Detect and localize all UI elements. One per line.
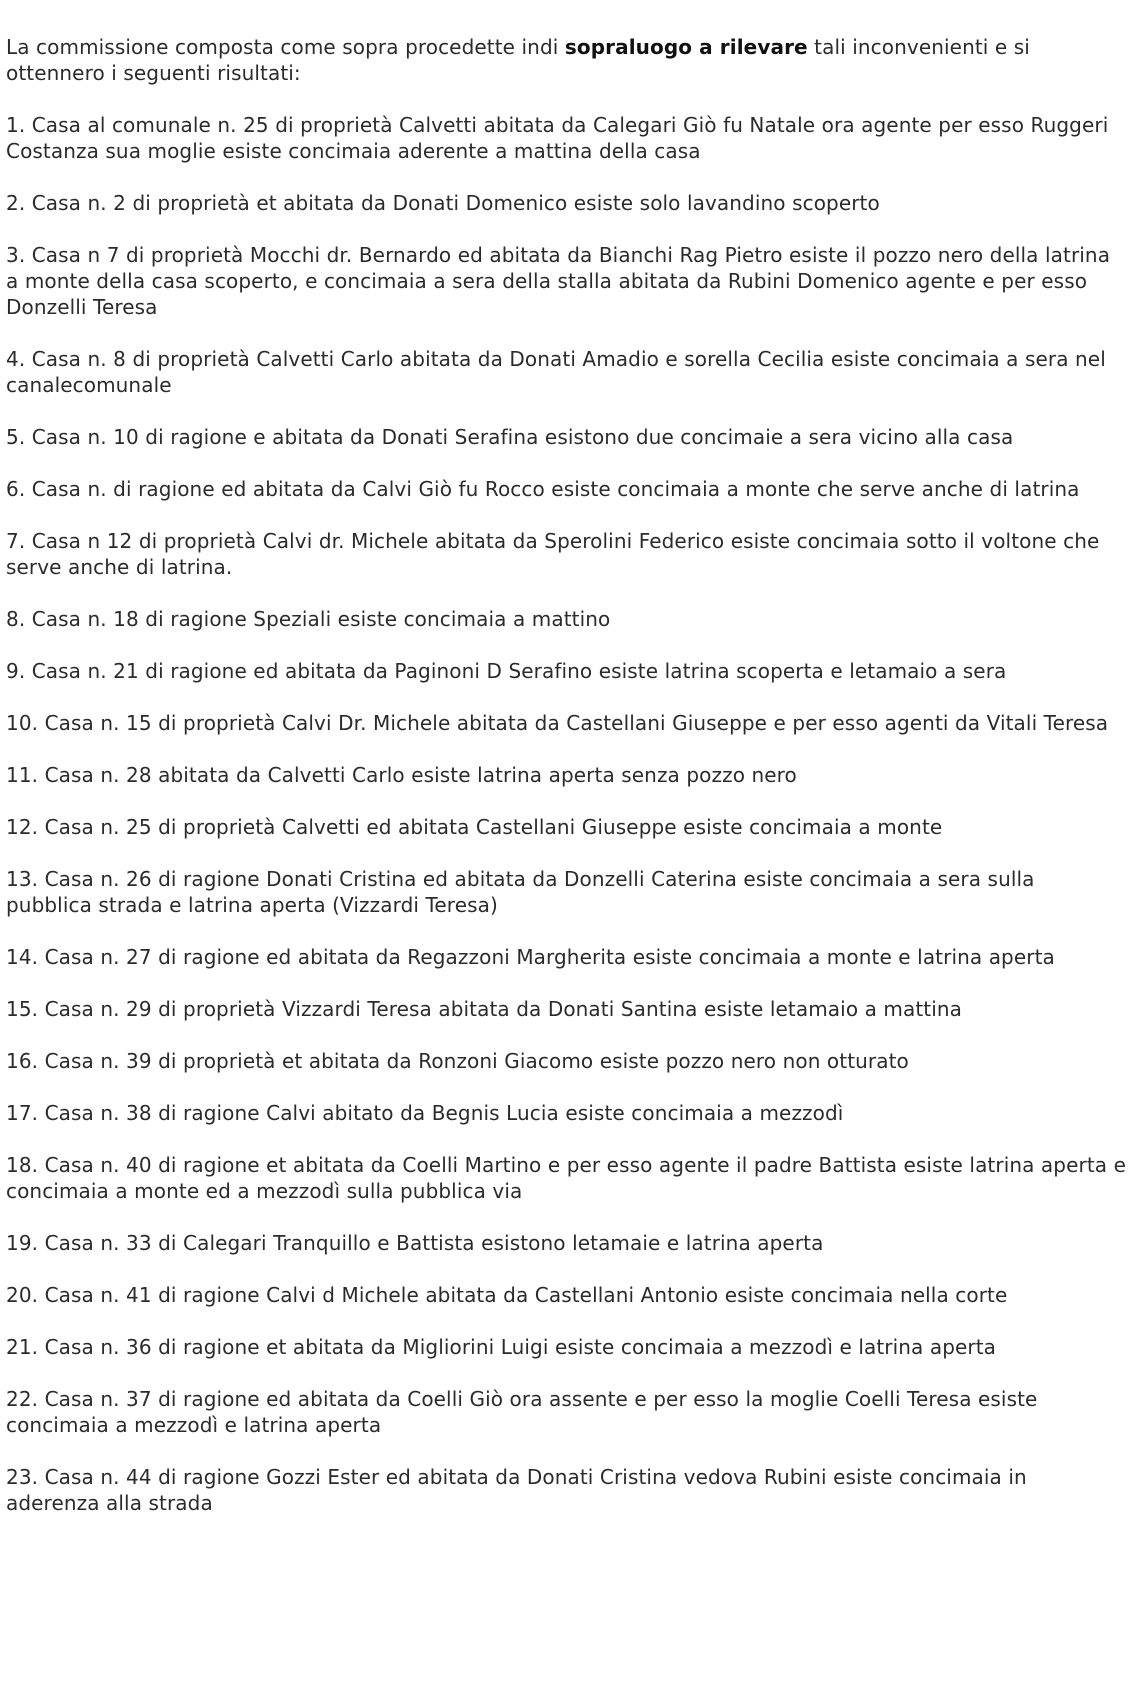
list-item: 11. Casa n. 28 abitata da Calvetti Carlo esiste latrina aperta senza pozzo nero: [6, 763, 797, 787]
list-item: 16. Casa n. 39 di proprietà et abitata da Ronzoni Giacomo esiste pozzo nero non otturato: [6, 1049, 909, 1073]
list-item: 21. Casa n. 36 di ragione et abitata da Migliorini Luigi esiste concimaia a mezzodì e latrina aperta: [6, 1335, 997, 1359]
list-item: 1. Casa al comunale n. 25 di proprietà Calvetti abitata da Calegari Giò fu Natale ora agente per esso Ruggeri Costanza sua moglie esiste concimaia aderente a mattina della casa: [6, 113, 1109, 163]
list-item: 13. Casa n. 26 di ragione Donati Cristina ed abitata da Donzelli Caterina esiste concimaia a sera sulla pubblica strada e latrina aperta (Vizzardi Teresa): [6, 867, 1035, 917]
document-page: [6, 34, 1126, 1542]
list-item: 19. Casa n. 33 di Calegari Tranquillo e Battista esistono letamaie e latrina aperta: [6, 1231, 824, 1255]
intro-bold-phrase: sopraluogo a rilevare: [564, 35, 808, 59]
list-item: 5. Casa n. 10 di ragione e abitata da Donati Serafina esistono due concimaie a sera vicino alla casa: [6, 425, 1014, 449]
list-item: 15. Casa n. 29 di proprietà Vizzardi Teresa abitata da Donati Santina esiste letamaio a mattina: [6, 997, 963, 1021]
list-item: 7. Casa n 12 di proprietà Calvi dr. Michele abitata da Sperolini Federico esiste concimaia sotto il voltone che serve anche di latrina.: [6, 529, 1100, 579]
intro-paragraph: [6, 34, 1126, 86]
list-item: 2. Casa n. 2 di proprietà et abitata da Donati Domenico esiste solo lavandino scoperto: [6, 191, 880, 215]
list-item: 10. Casa n. 15 di proprietà Calvi Dr. Michele abitata da Castellani Giuseppe e per esso agenti da Vitali Teresa: [6, 711, 1109, 735]
list-item: 9. Casa n. 21 di ragione ed abitata da Paginoni D Serafino esiste latrina scoperta e letamaio a sera: [6, 659, 1007, 683]
list-item: 12. Casa n. 25 di proprietà Calvetti ed abitata Castellani Giuseppe esiste concimaia a monte: [6, 815, 943, 839]
list-item: 17. Casa n. 38 di ragione Calvi abitato da Begnis Lucia esiste concimaia a mezzodì: [6, 1101, 844, 1125]
list-item: 22. Casa n. 37 di ragione ed abitata da Coelli Giò ora assente e per esso la moglie Coelli Teresa esiste concimaia a mezzodì e latrina aperta: [6, 1387, 1038, 1437]
intro-text-end: tali inconvenienti e si ottennero i seguenti risultati:: [6, 35, 1030, 85]
list-item: 3. Casa n 7 di proprietà Mocchi dr. Bernardo ed abitata da Bianchi Rag Pietro esiste il pozzo nero della latrina a monte della casa scoperto, e concimaia a sera della stalla abitata da Rubini Domenico agente e per esso Donzelli Teresa: [6, 243, 1111, 319]
list-item: 23. Casa n. 44 di ragione Gozzi Ester ed abitata da Donati Cristina vedova Rubini esiste concimaia in aderenza alla strada: [6, 1465, 1027, 1515]
list-item: 8. Casa n. 18 di ragione Speziali esiste concimaia a mattino: [6, 607, 611, 631]
list-item: 20. Casa n. 41 di ragione Calvi d Michele abitata da Castellani Antonio esiste concimaia nella corte: [6, 1283, 1008, 1307]
list-item: 6. Casa n. di ragione ed abitata da Calvi Giò fu Rocco esiste concimaia a monte che serve anche di latrina: [6, 477, 1080, 501]
list-item: 4. Casa n. 8 di proprietà Calvetti Carlo abitata da Donati Amadio e sorella Cecilia esiste concimaia a sera nel canalecomunale: [6, 347, 1106, 397]
list-item: 18. Casa n. 40 di ragione et abitata da Coelli Martino e per esso agente il padre Battista esiste latrina aperta e concimaia a monte ed a mezzodì sulla pubblica via: [6, 1153, 1126, 1203]
intro-text-start: La commissione composta come sopra procedette indi: [6, 35, 565, 59]
list-item: 14. Casa n. 27 di ragione ed abitata da Regazzoni Margherita esiste concimaia a monte e latrina aperta: [6, 945, 1055, 969]
